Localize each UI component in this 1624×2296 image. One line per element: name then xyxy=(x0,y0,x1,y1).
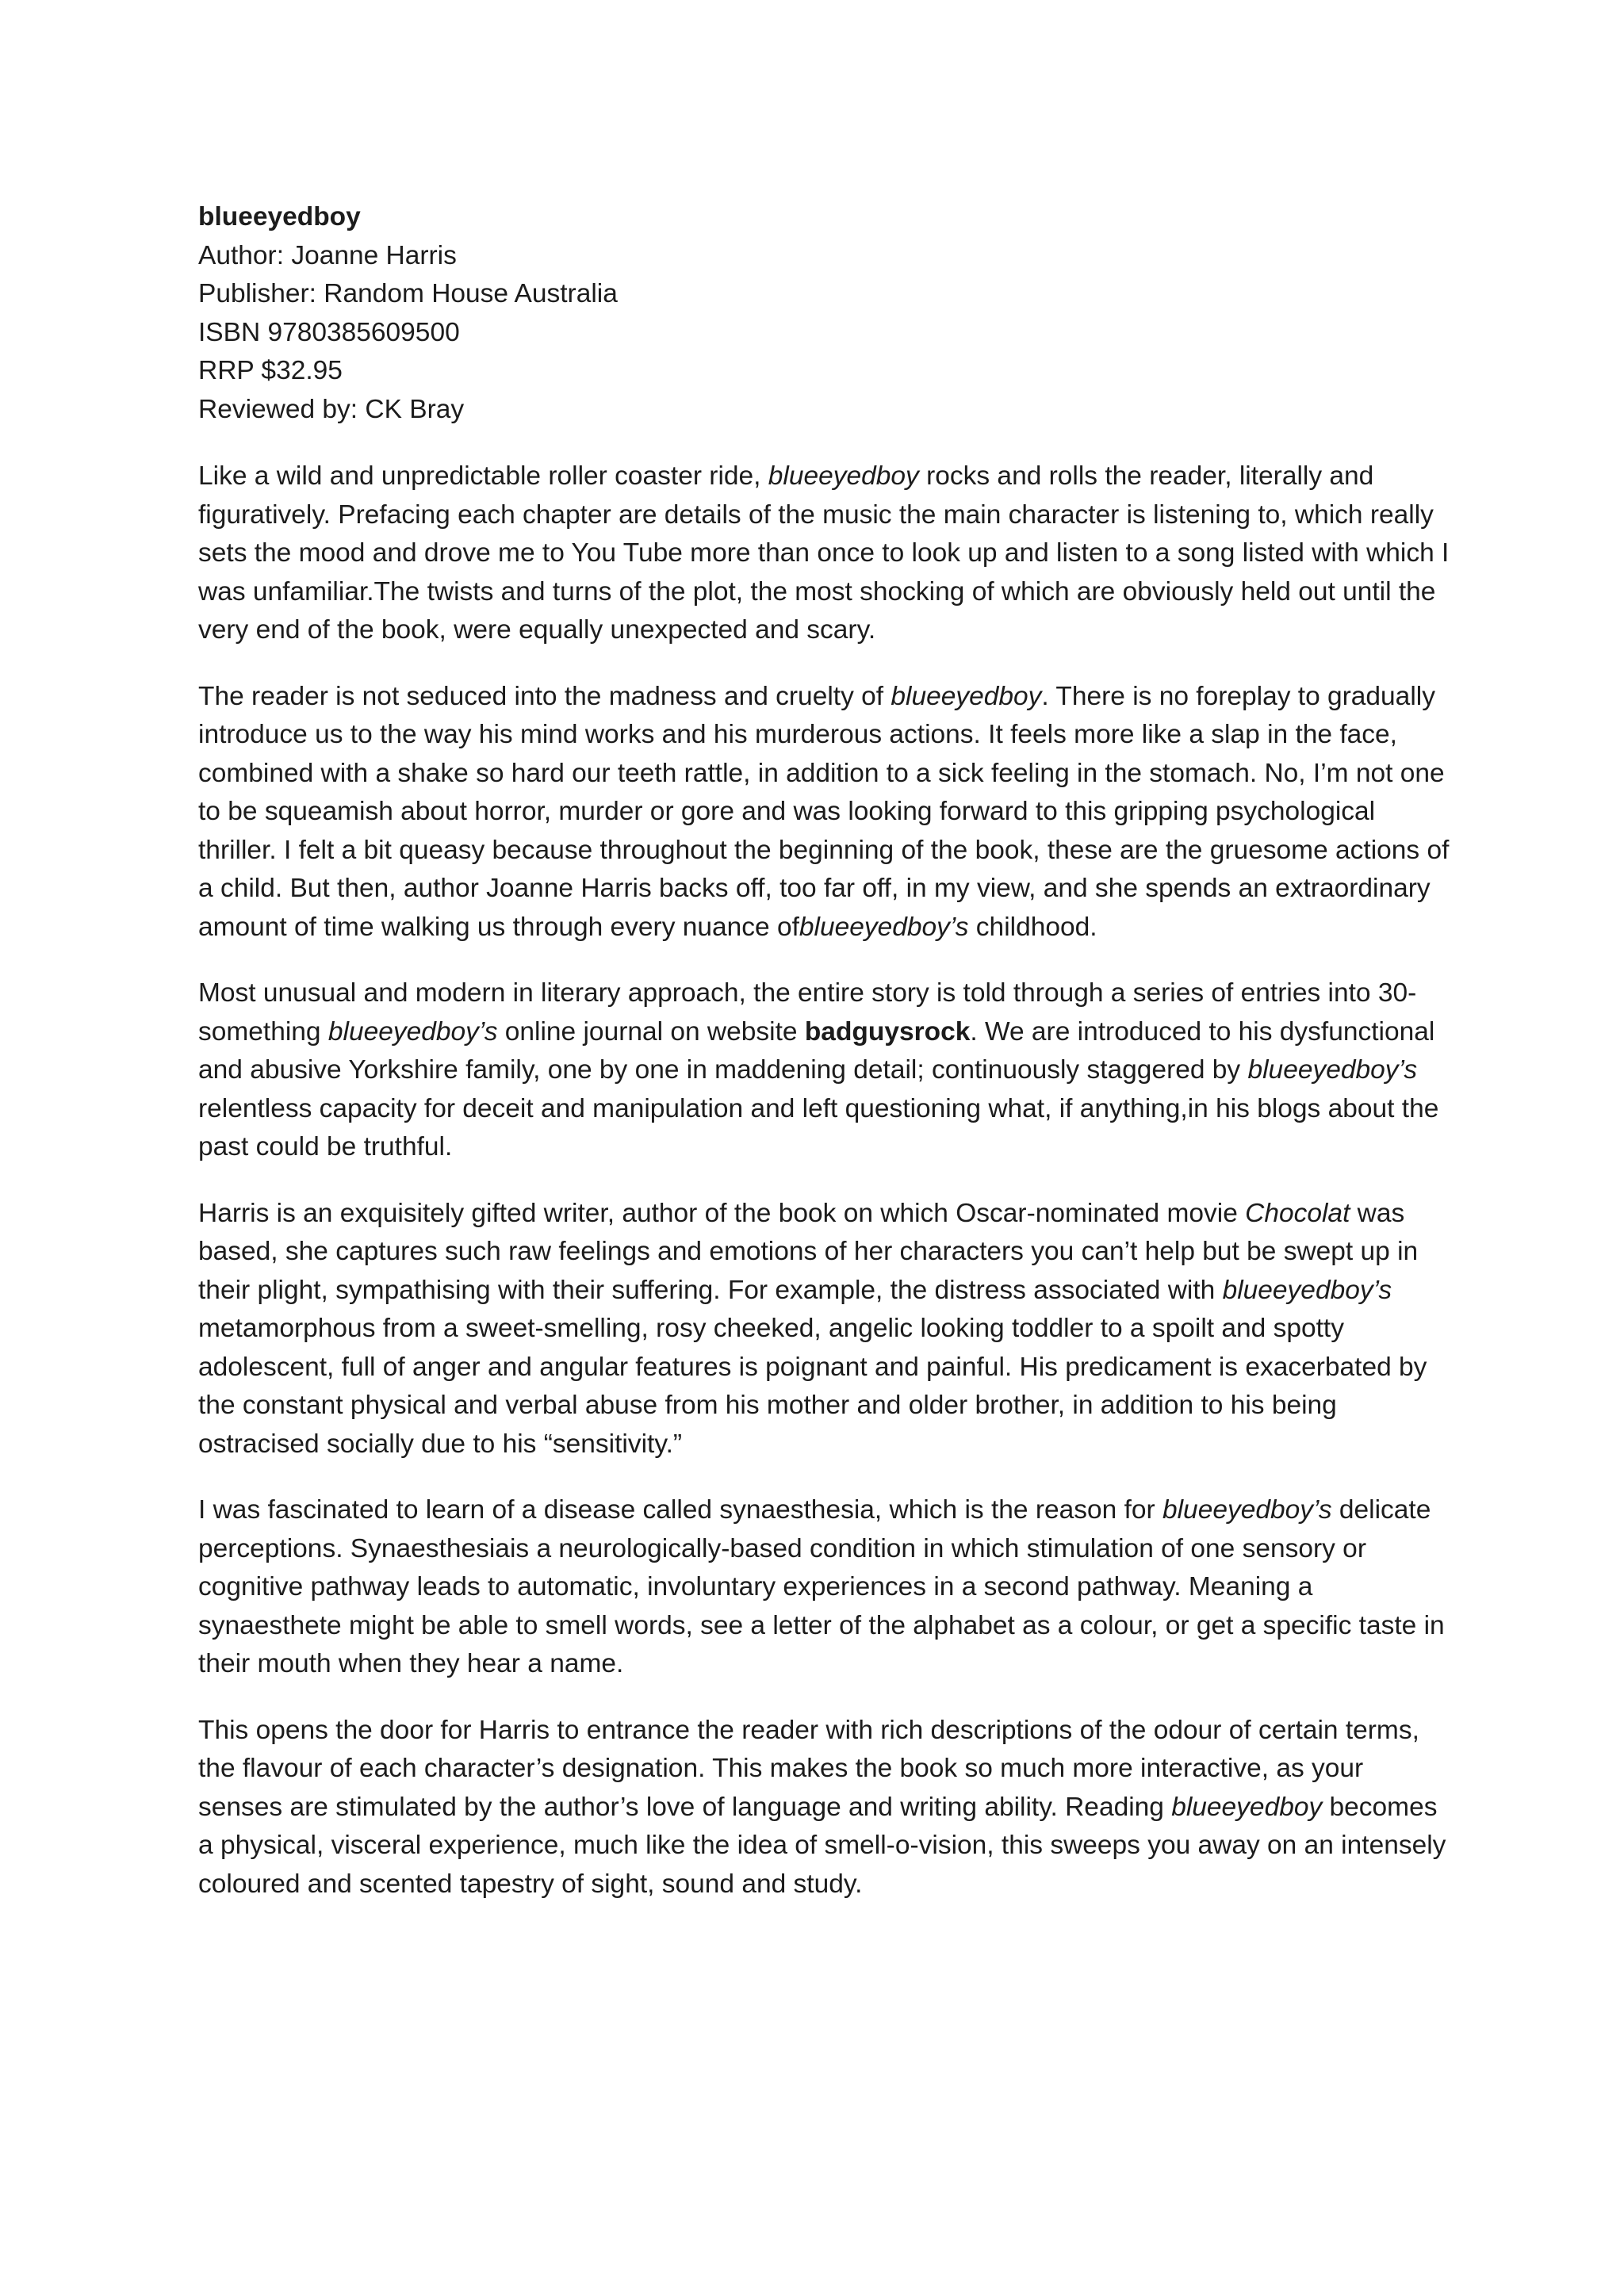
italic-title: Chocolat xyxy=(1245,1198,1350,1228)
author-line: Author: Joanne Harris xyxy=(198,240,457,270)
text-run: becomes a physical, visceral experience, much like the idea of smell-o-vision, this sweeps you away on an intensely coloured and scented tapestry of sight, sound and study. xyxy=(198,1792,1446,1899)
text-run: This opens the door for Harris to entrance the reader with rich descriptions of the odour of certain terms, the flavour of each character’s designation. This makes the book so much more interactive, as your senses are stimulated by the author’s love of language and writing ability. Reading xyxy=(198,1715,1419,1822)
reviewer-line: Reviewed by: CK Bray xyxy=(198,394,465,424)
isbn-line: ISBN 9780385609500 xyxy=(198,317,460,347)
italic-title: blueeyedboy xyxy=(1171,1792,1323,1822)
paragraph-4 xyxy=(198,1195,1451,1464)
text-run: relentless capacity for deceit and manipulation and left questioning what, if anything,in his blogs about the past could be truthful. xyxy=(198,1093,1439,1161)
paragraph-3 xyxy=(198,974,1451,1167)
italic-title: blueeyedboy xyxy=(768,461,919,491)
italic-title: blueeyedboy’s xyxy=(1222,1275,1392,1305)
rrp-line: RRP $32.95 xyxy=(198,356,343,385)
text-run: was based, she captures such raw feelings and emotions of her characters you can’t help but be swept up in their plight, sympathising with their suffering. For example, the distress associated with xyxy=(198,1198,1419,1305)
paragraph-1 xyxy=(198,457,1451,650)
text-run: rocks and rolls the reader, literally and figuratively. Prefacing each chapter are details of the music the main character is listening to, which really sets the mood and drove me to You Tube more than once to look up and listen to a song listed with which I was unfamiliar.The twists and turns of the plot, the most shocking of which are obviously held out until the very end of the book, were equally unexpected and scary. xyxy=(198,461,1450,645)
text-run: Like a wild and unpredictable roller coaster ride, xyxy=(198,461,768,491)
italic-title: blueeyedboy’s xyxy=(1162,1495,1332,1525)
text-run: delicate perceptions. Synaesthesiais a neurologically-based condition in which stimulation of one sensory or cognitive pathway leads to automatic, involuntary experiences in a second pathway. Meaning a synaesthete might be able to smell words, see a letter of the alphabet as a colour, or get a specific taste in their mouth when they hear a name. xyxy=(198,1495,1445,1678)
publisher-line: Publisher: Random House Australia xyxy=(198,279,618,308)
text-run: childhood. xyxy=(968,912,1097,942)
paragraph-2 xyxy=(198,678,1451,947)
text-run: Most unusual and modern in literary approach, the entire story is told through a series of entries into 30-something xyxy=(198,978,1417,1047)
italic-title: blueeyedboy’s xyxy=(327,1016,498,1047)
italic-title: blueeyedboy’s xyxy=(1247,1055,1418,1085)
book-details xyxy=(198,198,1451,429)
text-run: The reader is not seduced into the madness and cruelty of xyxy=(198,681,891,711)
bold-website-name: badguysrock xyxy=(804,1016,971,1047)
italic-title: blueeyedboy’s xyxy=(799,912,969,942)
paragraph-6 xyxy=(198,1712,1451,1904)
text-run: Harris is an exquisitely gifted writer, author of the book on which Oscar-nominated movie xyxy=(198,1198,1246,1228)
paragraph-5 xyxy=(198,1491,1451,1684)
text-run: I was fascinated to learn of a disease called synaesthesia, which is the reason for xyxy=(198,1495,1162,1525)
text-run: metamorphous from a sweet-smelling, rosy cheeked, angelic looking toddler to a spoilt and spotty adolescent, full of anger and angular features is poignant and painful. His predicament is exacerbated by the constant physical and verbal abuse from his mother and older brother, in addition to his being ostracised socially due to his “sensitivity.” xyxy=(198,1314,1427,1459)
text-run: . There is no foreplay to gradually introduce us to the way his mind works and his murderous actions. It feels more like a slap in the face, combined with a shake so hard our teeth rattle, in addition to a sick feeling in the stomach. No, I’m not one to be squeamish about horror, murder or gore and was looking forward to this gripping psychological thriller. I felt a bit queasy because throughout the beginning of the book, these are the gruesome actions of a child. But then, author Joanne Harris backs off, too far off, in my view, and she spends an extraordinary amount of time walking us through every nuance of xyxy=(198,681,1450,942)
text-run: online journal on website xyxy=(497,1016,805,1047)
book-title: blueeyedboy xyxy=(198,202,361,232)
review-document xyxy=(198,198,1451,1931)
text-run: . We are introduced to his dysfunctional and abusive Yorkshire family, one by one in maddening detail; continuously staggered by xyxy=(198,1016,1435,1085)
italic-title: blueeyedboy xyxy=(891,681,1042,711)
